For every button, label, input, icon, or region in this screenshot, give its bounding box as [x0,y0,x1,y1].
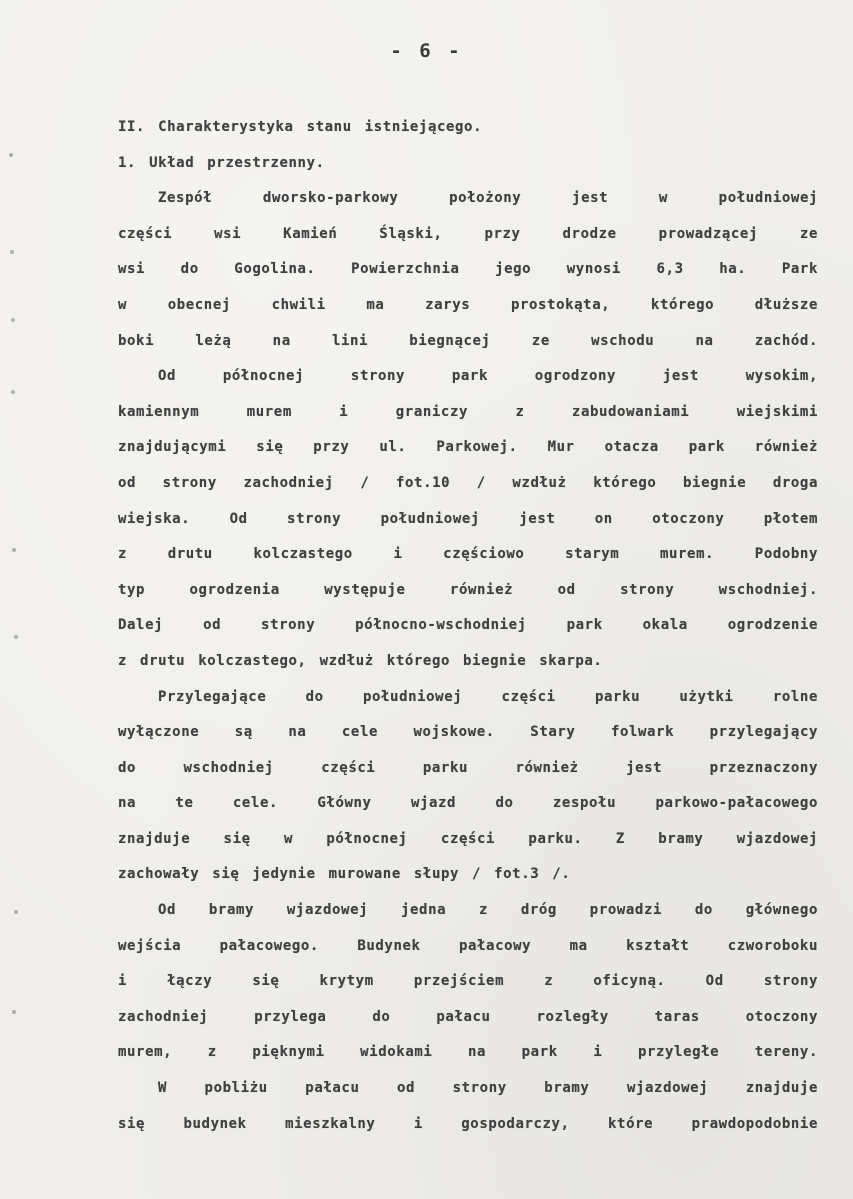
text-line: 1. Układ przestrzenny. [118,154,325,171]
text-line: boki leżą na lini biegnącej ze wschodu na zachód. [118,332,818,349]
margin-dot [14,635,18,639]
text-line: zachowały się jedynie murowane słupy / fot.3 /. [118,866,571,883]
text-line: wiejska. Od strony południowej jest on otoczony płotem [118,510,818,527]
text-line: Od północnej strony park ogrodzony jest wysokim, [158,368,818,385]
margin-dot [12,548,16,552]
text-line: na te cele. Główny wjazd do zespołu parkowo-pałacowego [118,795,818,812]
margin-dot [11,318,15,322]
text-line: II. Charakterystyka stanu istniejącego. [118,119,483,135]
text-line: wyłączone są na cele wojskowe. Stary folwark przylegający [118,724,818,741]
text-line: do wschodniej części parku również jest przeznaczony [118,759,818,776]
text-line: części wsi Kamień Śląski, przy drodze prowadzącej ze [118,225,818,242]
text-line: zachodniej przylega do pałacu rozległy taras otoczony [118,1008,818,1025]
text-line: od strony zachodniej / fot.10 / wzdłuż którego biegnie droga [118,474,818,491]
text-line: wejścia pałacowego. Budynek pałacowy ma kształt czworoboku [118,937,818,954]
margin-dot [12,1010,16,1014]
text-line: W pobliżu pałacu od strony bramy wjazdowej znajduje [158,1080,818,1097]
margin-dot [10,250,14,254]
text-line: Przylegające do południowej części parku użytki rolne [158,688,818,705]
text-line: znajduje się w północnej części parku. Z bramy wjazdowej [118,830,818,847]
text-line: z drutu kolczastego, wzdłuż którego biegnie skarpa. [118,652,603,669]
text-line: murem, z pięknymi widokami na park i przyległe tereny. [118,1044,818,1061]
text-line: i łączy się krytym przejściem z oficyną. Od strony [118,973,818,990]
text-line: Dalej od strony północno-wschodniej park okala ogrodzenie [118,617,818,634]
text-line: Od bramy wjazdowej jedna z dróg prowadzi do głównego [158,902,818,919]
text-line: się budynek mieszkalny i gospodarczy, które prawdopodobnie [118,1115,818,1132]
text-line: znajdującymi się przy ul. Parkowej. Mur otacza park również [118,439,818,456]
text-line: wsi do Gogolina. Powierzchnia jego wynosi 6,3 ha. Park [118,261,818,278]
page-number: - 6 - [390,40,463,62]
body-text [118,110,818,1142]
margin-dot [9,153,13,157]
text-line: z drutu kolczastego i częściowo starym murem. Podobny [118,546,818,563]
margin-dot [11,390,15,394]
text-line: kamiennym murem i graniczy z zabudowaniami wiejskimi [118,403,818,420]
text-line: w obecnej chwili ma zarys prostokąta, którego dłuższe [118,296,818,313]
margin-dot [14,910,18,914]
text-line: typ ogrodzenia występuje również od strony wschodniej. [118,581,818,598]
text-line: Zespół dworsko-parkowy położony jest w południowej [158,190,818,207]
